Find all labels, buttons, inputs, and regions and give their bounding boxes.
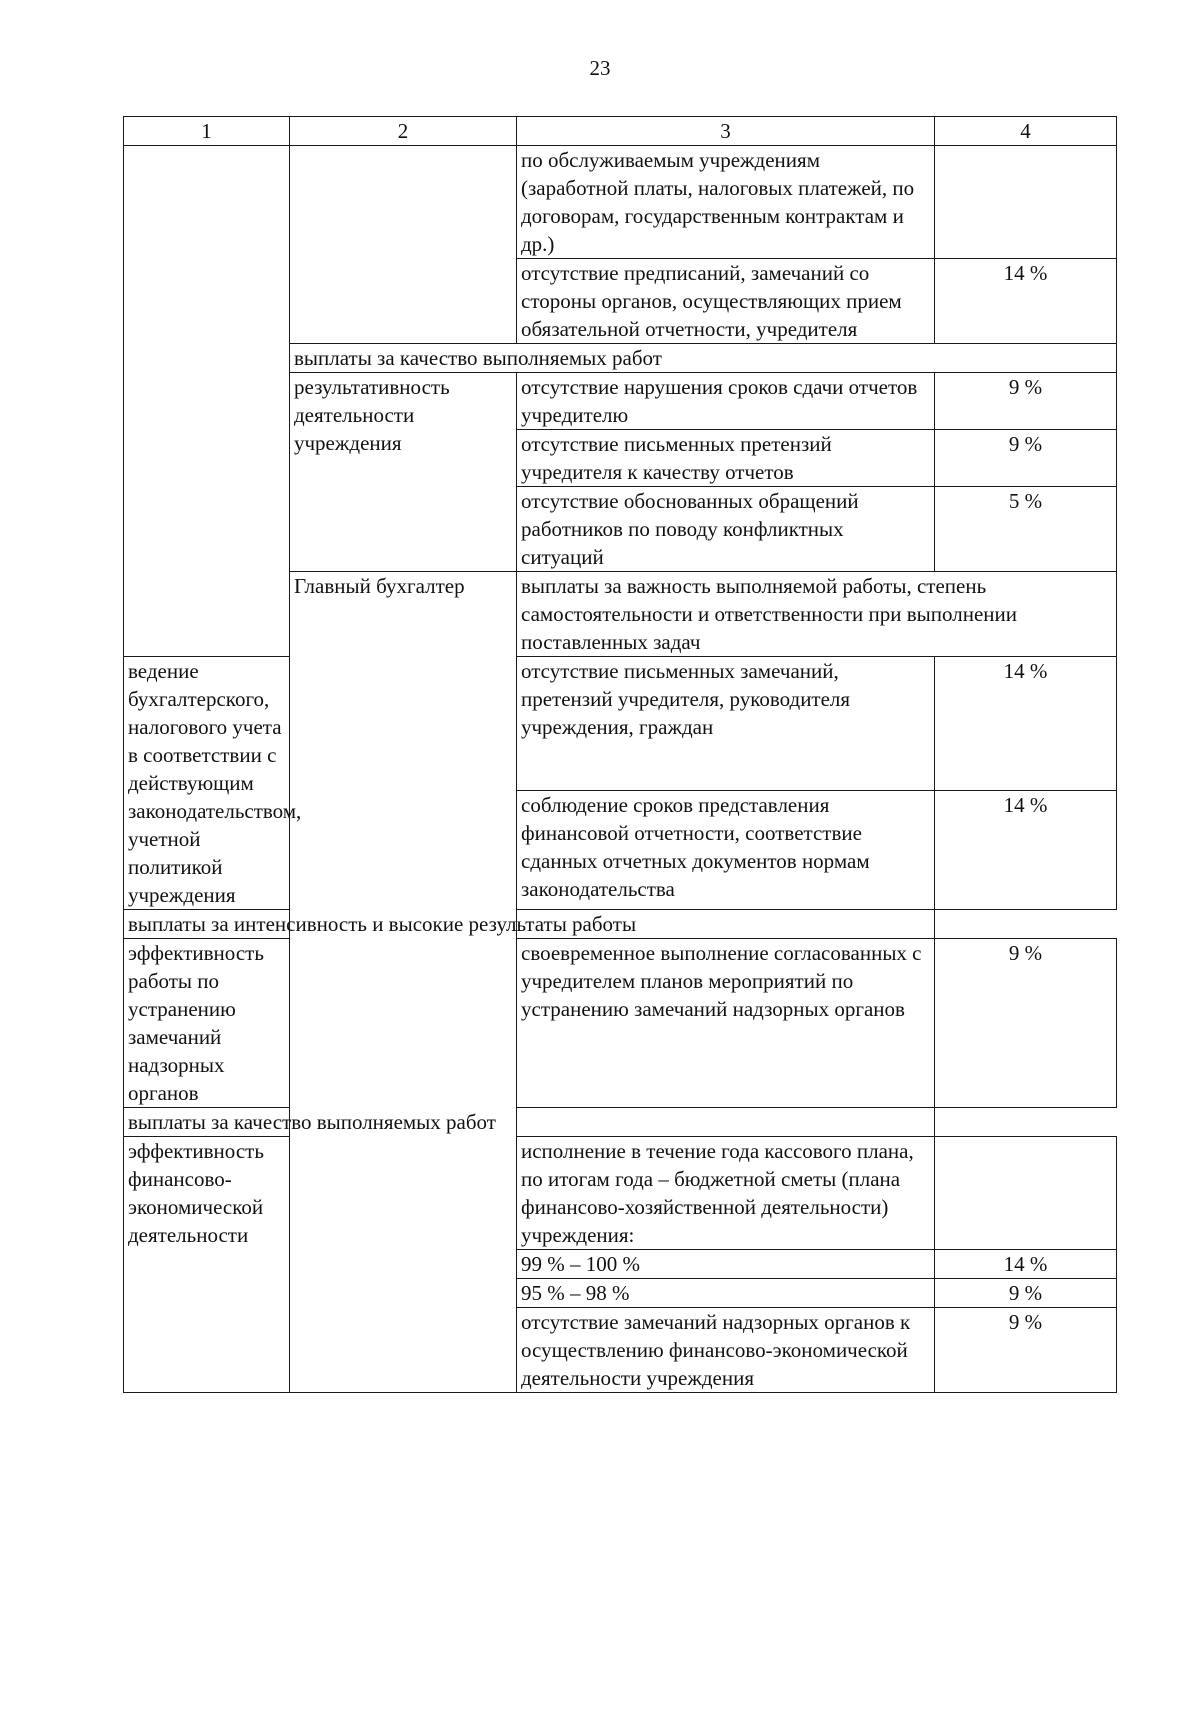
value-cell — [935, 146, 1117, 259]
indicator-cell: эффективность финансово-экономической деятельности — [124, 1137, 290, 1393]
criterion-cell: исполнение в течение года кассового плана, по итогам года – бюджетной сметы (плана финансово-хозяйственной деятельности) учреждения: — [517, 1137, 935, 1250]
criterion-cell: соблюдение сроков представления финансовой отчетности, соответствие сданных отчетных документов нормам законодательства — [517, 791, 935, 910]
criterion-cell: отсутствие письменных замечаний, претензий учредителя, руководителя учреждения, граждан — [517, 657, 935, 791]
criterion-cell: отсутствие замечаний надзорных органов к осуществлению финансово-экономической деятельности учреждения — [517, 1308, 935, 1393]
value-cell: 9 % — [935, 939, 1117, 1108]
criterion-cell: отсутствие обоснованных обращений работников по поводу конфликтных ситуаций — [517, 487, 935, 572]
criterion-cell: по обслуживаемым учреждениям (заработной платы, налоговых платежей, по договорам, государственным контрактам и др.) — [517, 146, 935, 259]
value-cell: 14 % — [935, 259, 1117, 344]
page-number: 23 — [589, 56, 611, 80]
value-cell: 14 % — [935, 791, 1117, 910]
indicator-cell: ведение бухгалтерского, налогового учета в соответствии с действующим законодательством, учетной политикой учреждения — [124, 657, 290, 910]
criterion-cell: 95 % – 98 % — [517, 1279, 935, 1308]
criterion-cell: отсутствие нарушения сроков сдачи отчетов учредителю — [517, 373, 935, 430]
table-row — [124, 146, 1117, 259]
header-col-3: 3 — [517, 117, 935, 146]
position-cell-empty — [124, 146, 290, 657]
bonus-criteria-table — [123, 116, 1117, 1393]
value-cell: 9 % — [935, 1308, 1117, 1393]
value-cell: 5 % — [935, 487, 1117, 572]
table-row — [124, 1137, 1117, 1250]
indicator-cell: результативность деятельности учреждения — [290, 373, 517, 572]
value-cell: 9 % — [935, 430, 1117, 487]
header-col-4: 4 — [935, 117, 1117, 146]
section-row — [124, 910, 1117, 939]
criterion-cell: отсутствие предписаний, замечаний со стороны органов, осуществляющих прием обязательной отчетности, учредителя — [517, 259, 935, 344]
value-cell: 9 % — [935, 1279, 1117, 1308]
value-cell: 14 % — [935, 1250, 1117, 1279]
value-cell: 9 % — [935, 373, 1117, 430]
header-col-2: 2 — [290, 117, 517, 146]
header-col-1: 1 — [124, 117, 290, 146]
value-cell: 14 % — [935, 657, 1117, 791]
section-heading: выплаты за интенсивность и высокие результаты работы — [124, 910, 935, 939]
section-heading: выплаты за качество выполняемых работ — [290, 344, 1117, 373]
section-row — [124, 1108, 1117, 1137]
value-cell — [935, 1137, 1117, 1250]
criterion-cell: отсутствие письменных претензий учредителя к качеству отчетов — [517, 430, 935, 487]
indicator-cell: эффективность работы по устранению замечаний надзорных органов — [124, 939, 290, 1108]
indicator-cell-empty — [290, 146, 517, 344]
criterion-cell: 99 % – 100 % — [517, 1250, 935, 1279]
table-row — [124, 657, 1117, 791]
table-header-row — [124, 117, 1117, 146]
table-row — [124, 939, 1117, 1108]
section-heading: выплаты за важность выполняемой работы, степень самостоятельности и ответственности при выполнении поставленных задач — [517, 572, 1117, 657]
criterion-cell: своевременное выполнение согласованных с учредителем планов мероприятий по устранению замечаний надзорных органов — [517, 939, 935, 1108]
position-cell: Главный бухгалтер — [290, 572, 517, 1393]
section-heading: выплаты за качество выполняемых работ — [124, 1108, 935, 1137]
